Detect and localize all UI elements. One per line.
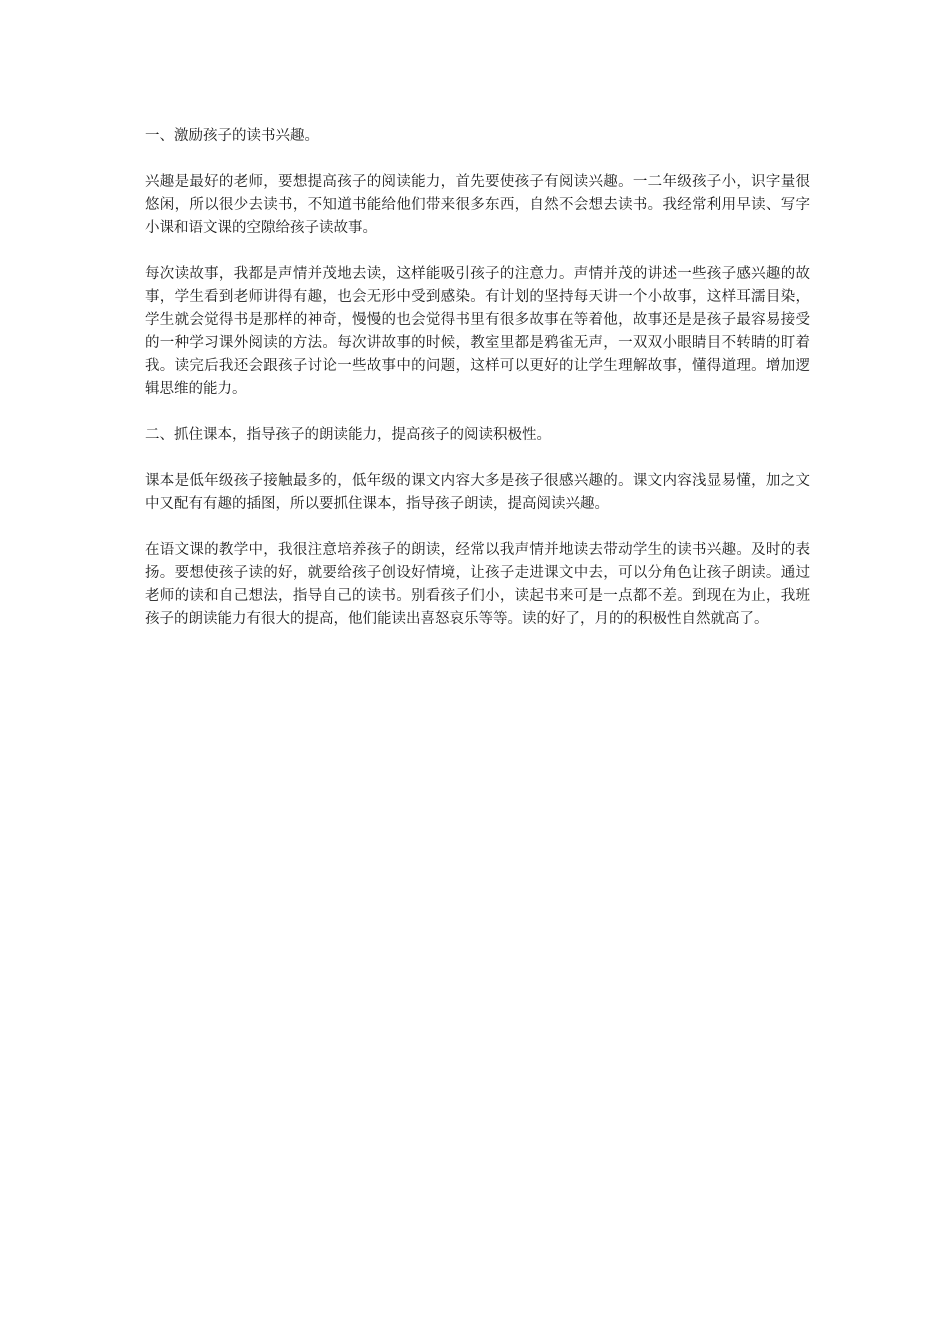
section-1-paragraph-1: 兴趣是最好的老师，要想提高孩子的阅读能力，首先要使孩子有阅读兴趣。一二年级孩子小，识字量很悠闲，所以很少去读书，不知道书能给他们带来很多东西，自然不会想去读书。我经常利用早读、写字小课和语文课的空隙给孩子读故事。	[145, 174, 810, 236]
document-body	[145, 125, 810, 654]
section-1-paragraph-2: 每次读故事，我都是声情并茂地去读，这样能吸引孩子的注意力。声情并茂的讲述一些孩子感兴趣的故事，学生看到老师讲得有趣，也会无形中受到感染。有计划的坚持每天讲一个小故事，这样耳濡目染，学生就会觉得书是那样的神奇，慢慢的也会觉得书里有很多故事在等着他，故事还是是孩子最容易接受的一种学习课外阅读的方法。每次讲故事的时候，教室里都是鸦雀无声，一双双小眼睛目不转睛的盯着我。读完后我还会跟孩子讨论一些故事中的问题，这样可以更好的让学生理解故事，懂得道理。增加逻辑思维的能力。	[145, 266, 810, 397]
section-2-paragraph-2: 在语文课的教学中，我很注意培养孩子的朗读，经常以我声情并地读去带动学生的读书兴趣。及时的表扬。要想使孩子读的好，就要给孩子创设好情境，让孩子走进课文中去，可以分角色让孩子朗读。通过老师的读和自己想法，指导自己的读书。别看孩子们小，读起书来可是一点都不差。到现在为止，我班孩子的朗读能力有很大的提高，他们能读出喜怒哀乐等等。读的好了，月的的积极性自然就高了。	[145, 542, 810, 627]
section-2-paragraph-1: 课本是低年级孩子接触最多的，低年级的课文内容大多是孩子很感兴趣的。课文内容浅显易懂，加之文中又配有有趣的插图，所以要抓住课本，指导孩子朗读，提高阅读兴趣。	[145, 473, 810, 512]
section-1-heading: 一、激励孩子的读书兴趣。	[145, 128, 319, 144]
section-2-heading: 二、抓住课本，指导孩子的朗读能力，提高孩子的阅读积极性。	[145, 427, 551, 443]
